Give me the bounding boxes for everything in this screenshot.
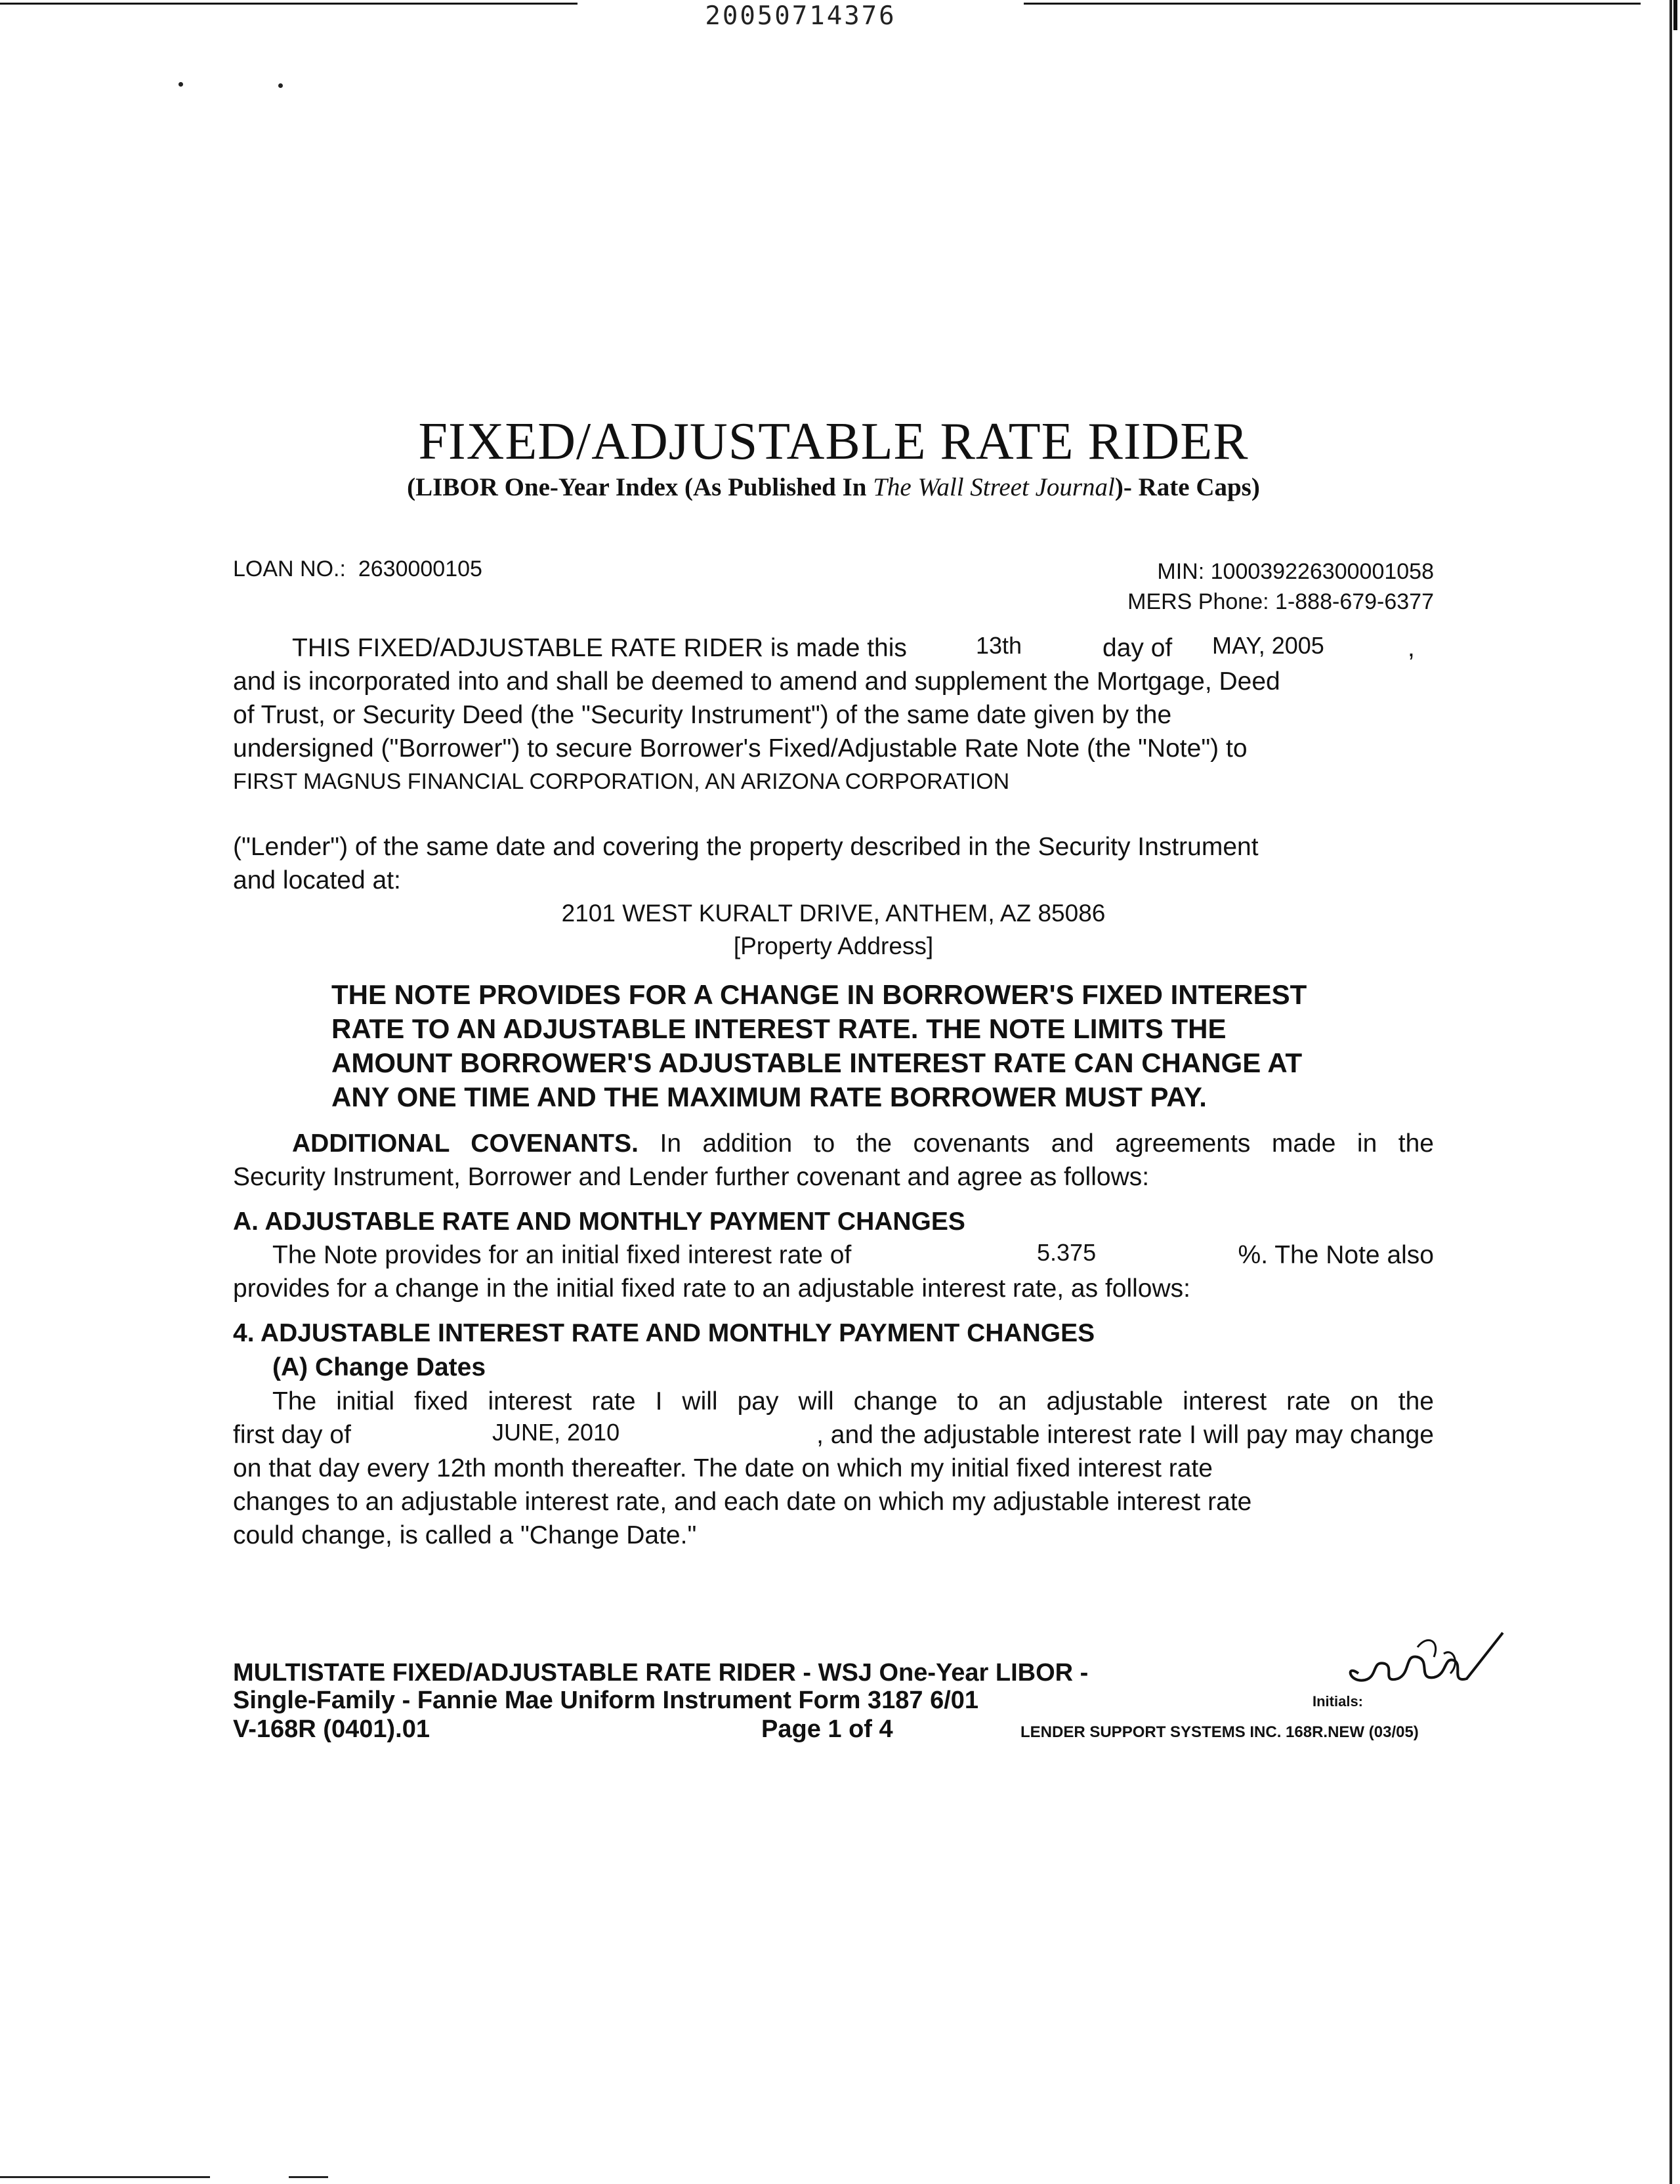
min-label: MIN: (1157, 559, 1205, 584)
notice-line-1: THE NOTE PROVIDES FOR A CHANGE IN BORROWER'S FIXED INTEREST (331, 979, 1307, 1010)
footer-page-number: Page 1 of 4 (761, 1715, 893, 1743)
subtitle-prefix: (LIBOR One-Year Index (As Published In (407, 473, 873, 501)
mers-phone: 1-888-679-6377 (1275, 589, 1434, 614)
rider-day: 13th (976, 632, 1022, 659)
intro-comma: , (1408, 634, 1415, 662)
document-number: 20050714376 (705, 1, 896, 31)
covenants-line-1 (292, 1127, 1434, 1160)
loan-number-label: LOAN NO.: (233, 556, 346, 581)
initials-label: Initials: (1312, 1693, 1364, 1710)
rate-text: The Note provides for an initial fixed interest rate of (272, 1241, 852, 1269)
notice-line-2: RATE TO AN ADJUSTABLE INTEREST RATE. THE NOTE LIMITS THE (331, 1013, 1227, 1044)
scan-dot (178, 82, 183, 87)
subtitle-suffix: )- Rate Caps) (1114, 473, 1260, 501)
section-4-line-1: The initial fixed interest rate I will pay will change to an adjustable interest rate on the (272, 1387, 1434, 1416)
day-of-text: day of (1102, 634, 1173, 662)
section-4-line-3: on that day every 12th month thereafter. The date on which my initial fixed interest rate (233, 1454, 1213, 1482)
notice-line-4: ANY ONE TIME AND THE MAXIMUM RATE BORROWER MUST PAY. (331, 1082, 1207, 1112)
footer-lender-support: LENDER SUPPORT SYSTEMS INC. 168R.NEW (03/05) (1020, 1723, 1419, 1741)
section-4-line-4: changes to an adjustable interest rate, and each date on which my adjustable interest rate (233, 1488, 1252, 1516)
footer-form-subtitle: Single-Family - Fannie Mae Uniform Instrument Form 3187 6/01 (233, 1687, 979, 1714)
scan-edge-mark (1673, 0, 1677, 30)
bottom-border-line (289, 2176, 328, 2178)
change-date-text: , and the adjustable interest rate I will pay may change (816, 1421, 1434, 1449)
intro-line-4: undersigned ("Borrower") to secure Borrower's Fixed/Adjustable Rate Note (the "Note") to (233, 734, 1248, 763)
property-address-label: [Property Address] (733, 933, 934, 959)
property-address: 2101 WEST KURALT DRIVE, ANTHEM, AZ 85086 (561, 900, 1106, 927)
section-4-line-5: could change, is called a "Change Date." (233, 1521, 697, 1549)
initial-rate: 5.375 (1037, 1239, 1097, 1266)
rider-month-year: MAY, 2005 (1212, 632, 1324, 659)
bottom-border-line (0, 2176, 210, 2178)
min-line (1080, 556, 1434, 617)
loan-number: 2630000105 (358, 556, 482, 581)
lender-name: FIRST MAGNUS FINANCIAL CORPORATION, AN ARIZONA CORPORATION (233, 769, 1010, 794)
intro-line-3: of Trust, or Security Deed (the "Security Instrument") of the same date given by the (233, 701, 1172, 729)
scan-edge-line (1670, 0, 1672, 2184)
intro-line-2: and is incorporated into and shall be deemed to amend and supplement the Mortgage, Deed (233, 667, 1280, 696)
section-a-line-1 (272, 1238, 1434, 1272)
footer-form-code: V-168R (0401).01 (233, 1715, 430, 1743)
change-dates-heading: (A) Change Dates (272, 1353, 486, 1381)
loan-number-line (233, 553, 482, 586)
lender-line-1: ("Lender") of the same date and covering the property described in the Security Instrument (233, 833, 1259, 861)
scan-dot (278, 83, 283, 88)
subtitle-journal: The Wall Street Journal (873, 473, 1115, 501)
initials-signature (1319, 1628, 1509, 1700)
covenants-line-2: Security Instrument, Borrower and Lender further covenant and agree as follows: (233, 1163, 1150, 1191)
covenants-text: In addition to the covenants and agreements made in the (660, 1129, 1434, 1158)
covenants-label: ADDITIONAL COVENANTS. (292, 1129, 639, 1158)
intro-line-1 (292, 631, 1434, 665)
section-4-heading: 4. ADJUSTABLE INTEREST RATE AND MONTHLY PAYMENT CHANGES (233, 1319, 1095, 1347)
intro-lead: THIS FIXED/ADJUSTABLE RATE RIDER is made this (292, 634, 907, 662)
footer-form-title: MULTISTATE FIXED/ADJUSTABLE RATE RIDER - WSJ One-Year LIBOR - (233, 1659, 1089, 1687)
change-date: JUNE, 2010 (492, 1419, 620, 1446)
lender-line-2: and located at: (233, 866, 401, 894)
rate-text-end: %. The Note also (1238, 1241, 1434, 1269)
section-4-line-2 (233, 1418, 1434, 1452)
section-a-line-2: provides for a change in the initial fixed rate to an adjustable interest rate, as follows: (233, 1274, 1190, 1303)
min-number: 100039226300001058 (1210, 559, 1434, 584)
mers-phone-label: MERS Phone: (1127, 589, 1269, 614)
notice-line-3: AMOUNT BORROWER'S ADJUSTABLE INTEREST RATE CAN CHANGE AT (331, 1047, 1303, 1078)
document-subtitle (0, 472, 1667, 502)
section-a-heading: A. ADJUSTABLE RATE AND MONTHLY PAYMENT CHANGES (233, 1208, 965, 1236)
first-day-text: first day of (233, 1421, 351, 1449)
document-title: FIXED/ADJUSTABLE RATE RIDER (418, 413, 1249, 471)
